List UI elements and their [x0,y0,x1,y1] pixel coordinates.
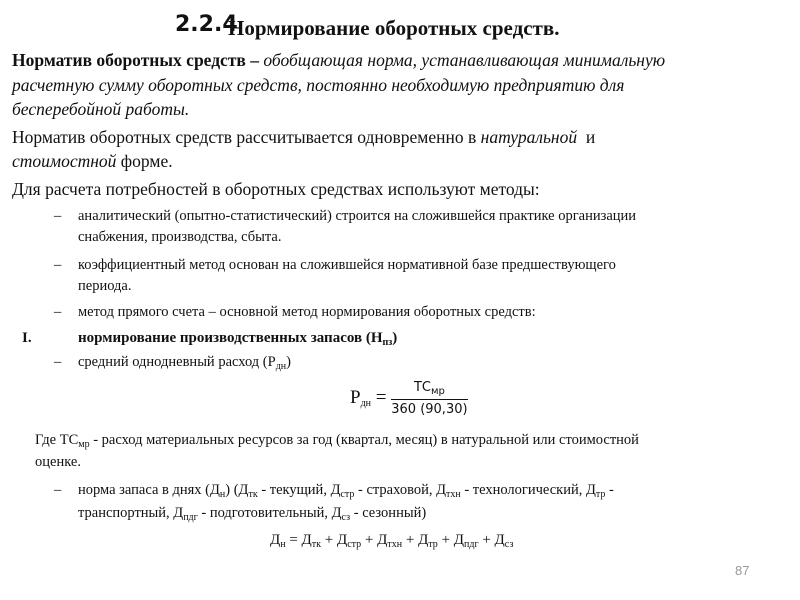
method-item [54,206,637,227]
method-item [54,255,616,276]
method-item-cont: периода. [78,278,132,294]
dash-bullet: – [54,482,62,498]
text: коэффициентный метод основан на сложившейся нормативной базе предшествующего [78,257,616,273]
norm-item [54,480,614,505]
title-text: Нормирование оборотных средств. [228,16,560,40]
section-heading [22,328,398,353]
formula-daily-expense [350,380,468,417]
where-line-2: оценке. [35,454,81,470]
text-italic: стоимостной [12,151,117,171]
definition-line-3: бесперебойной работы. [12,99,190,119]
section-number: 2.2.4 [175,12,238,37]
text: средний однодневный расход (Р [78,354,276,370]
subscript: мр [78,439,90,450]
paragraph-2-line-1 [12,125,595,149]
definition-line-2: расчетную сумму оборотных средств, постоянно необходимую предприятию для [12,75,625,95]
text: форме. [120,151,173,171]
text: ) [286,354,291,370]
definition: обобщающая норма, устанавливающая минимальную [263,50,666,70]
where-line-1 [35,430,639,455]
text: Где ТС [35,432,79,448]
dash-bullet: – [54,208,62,224]
denominator: 360 (90,30) [391,402,468,417]
term: Норматив оборотных средств – [12,50,259,70]
text: нормирование производственных запасов (Н [78,330,383,346]
text: аналитический (опытно-статистический) строится на сложившейся практике организации [78,208,637,224]
text: метод прямого счета – основной метод нормирования оборотных средств: [78,304,536,320]
dash-bullet: – [54,354,62,370]
paragraph-2-line-2 [12,149,173,173]
definition-line-1 [12,48,665,72]
formula-lhs: Р [350,386,361,408]
paragraph-3: Для расчета потребностей в оборотных средствах используют методы: [12,179,540,199]
numerator: ТС [413,380,431,395]
text: - расход материальных ресурсов за год (квартал, месяц) в натуральной или стоимостной [89,432,639,448]
subscript: дн [360,397,372,409]
text-italic: натуральной [480,127,578,147]
norm-item-cont: транспортный, $Д_{пдг}$ - подготовительный, $Д_{сз}$ - сезонный) [78,505,427,523]
subscript: мр [430,386,445,397]
roman-numeral: I. [22,330,32,346]
dash-bullet: – [54,304,62,320]
method-item-cont: снабжения, производства, сбыта. [78,229,282,245]
text: Норматив оборотных средств рассчитывается одновременно в [12,127,477,147]
slide-title [228,16,559,41]
subscript: дн [275,361,287,372]
dash-bullet: – [54,257,62,273]
equals: = [375,386,387,408]
fraction [391,380,467,417]
subscript: пз [382,337,393,348]
method-item [54,302,536,323]
text: и [585,127,596,147]
page-number: 87 [735,563,750,578]
text: ) [392,330,398,346]
avg-item [54,352,291,377]
formula-norm-days: $Д_н = Д_{тк} + Д_{стр} + Д_{тхн} + Д_{тр} + Д_{пдг} + Д_{сз}$ [270,532,514,550]
text: норма запаса в днях $(Д_н)$ ($Д_{тк}$ - текущий, $Д_{стр}$ - страховой, $Д_{тхн}$ - технологический, $Д_{тр}$ - [78,482,614,500]
